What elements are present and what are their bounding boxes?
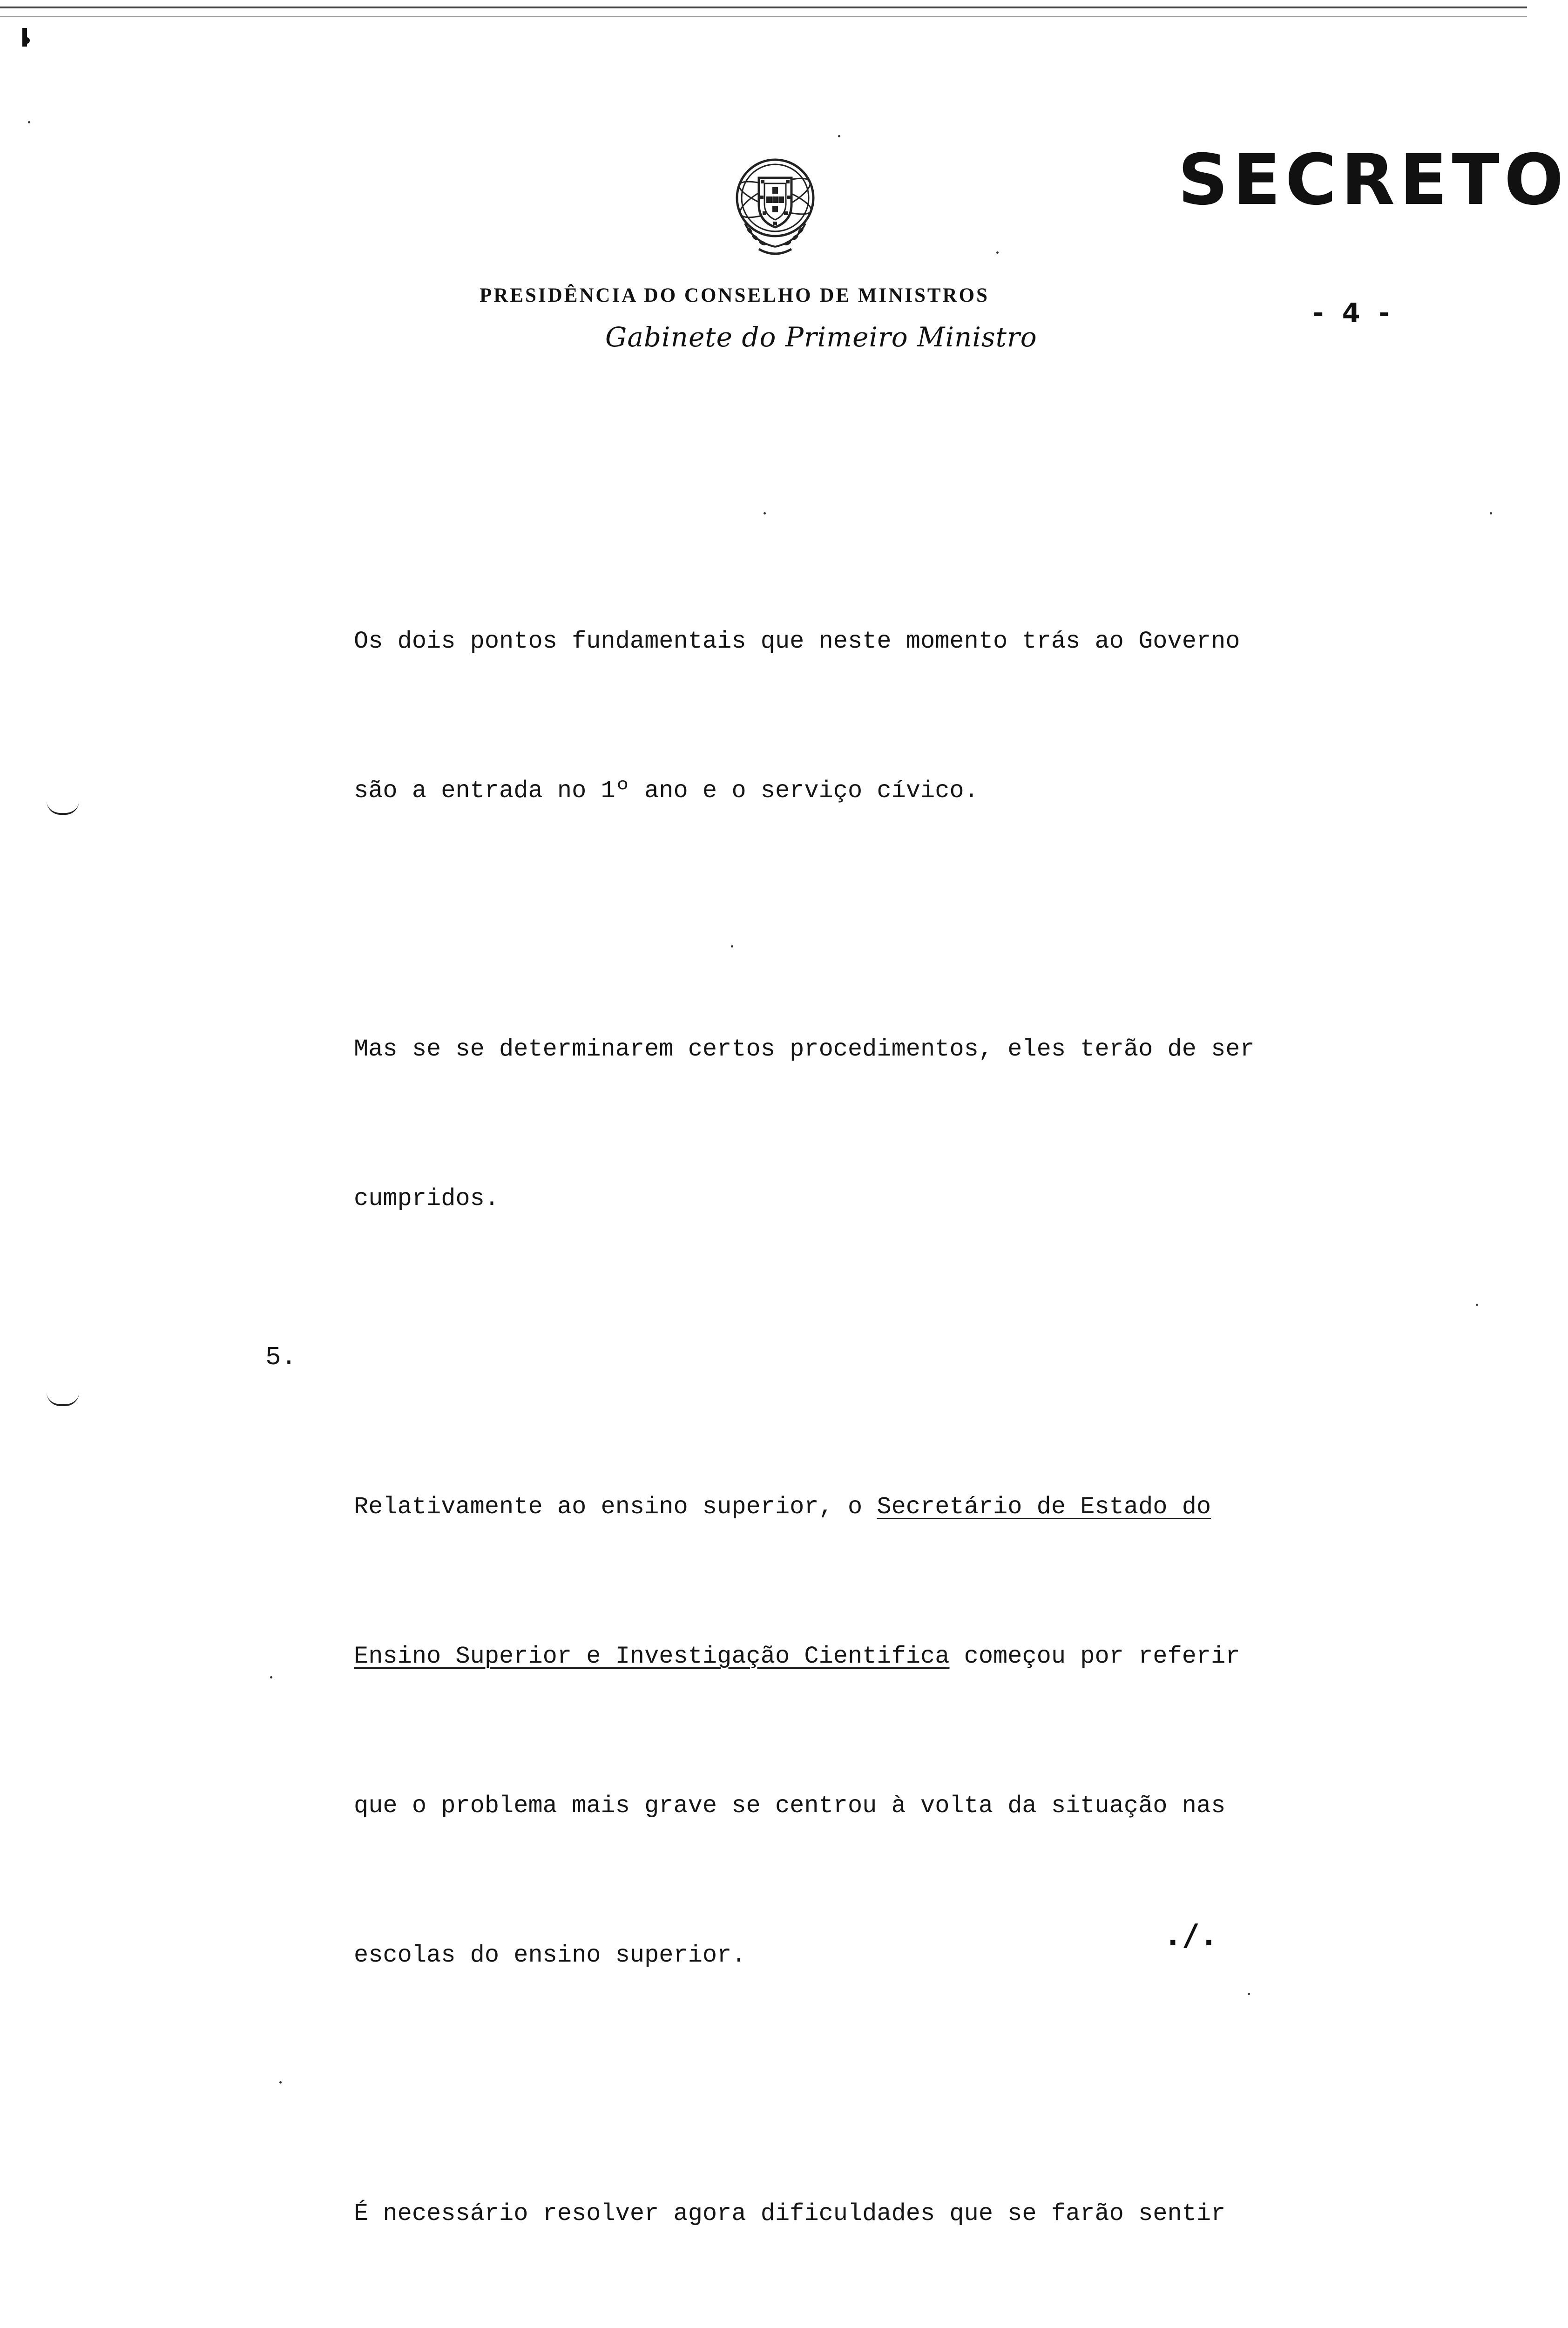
text-line	[354, 1482, 1425, 1532]
paragraph-2	[354, 925, 1425, 1323]
coat-of-arms-icon	[726, 154, 824, 261]
margin-mark	[47, 801, 79, 815]
scan-edge-line	[0, 7, 1527, 8]
text-line: cumpridos.	[354, 1185, 500, 1212]
scan-edge-line-secondary	[0, 16, 1527, 17]
classification-stamp: SECRETO	[1178, 140, 1568, 221]
text-segment: Relativamente ao ensino superior, o	[354, 1493, 877, 1521]
office-subheader: Gabinete do Primeiro Ministro	[605, 321, 1037, 353]
margin-mark	[47, 1392, 79, 1406]
paragraph-1	[354, 517, 1425, 915]
document-body	[265, 517, 1425, 2328]
continuation-mark: ./.	[1164, 1918, 1218, 1953]
scan-speck	[838, 135, 840, 137]
scan-speck	[1248, 1993, 1250, 1995]
scan-speck	[764, 512, 766, 514]
corner-dot	[23, 37, 30, 44]
paragraph-4	[354, 2089, 1425, 2328]
scan-speck	[731, 945, 733, 947]
scan-speck	[28, 121, 30, 123]
organization-header: PRESIDÊNCIA DO CONSELHO DE MINISTROS	[480, 284, 989, 306]
scan-speck	[1476, 1304, 1478, 1306]
text-line: Mas se se determinarem certos procedimentos, eles terão de ser	[354, 1035, 1255, 1063]
text-line	[354, 1631, 1425, 1681]
underlined-title: Ensino Superior e Investigação Cientifica	[354, 1643, 950, 1670]
text-line: são a entrada no 1º ano e o serviço cívico.	[354, 777, 979, 805]
scan-speck	[1490, 512, 1492, 514]
underlined-title: Secretário de Estado do	[877, 1493, 1211, 1521]
scan-speck	[996, 251, 999, 254]
page-number: - 4 -	[1313, 298, 1394, 328]
text-line: Os dois pontos fundamentais que neste momento trás ao Governo	[354, 628, 1240, 655]
paragraph-number: 5.	[265, 1342, 297, 1372]
text-line: que o problema mais grave se centrou à volta da situação nas	[354, 1792, 1226, 1820]
text-segment: começou por referir	[949, 1643, 1240, 1670]
text-line: escolas do ensino superior.	[354, 1942, 746, 1969]
scan-speck	[279, 2081, 282, 2084]
text-line: É necessário resolver agora dificuldades que se farão sentir	[354, 2200, 1226, 2227]
paragraph-3	[265, 1333, 1425, 2080]
scan-speck	[270, 1676, 272, 1678]
